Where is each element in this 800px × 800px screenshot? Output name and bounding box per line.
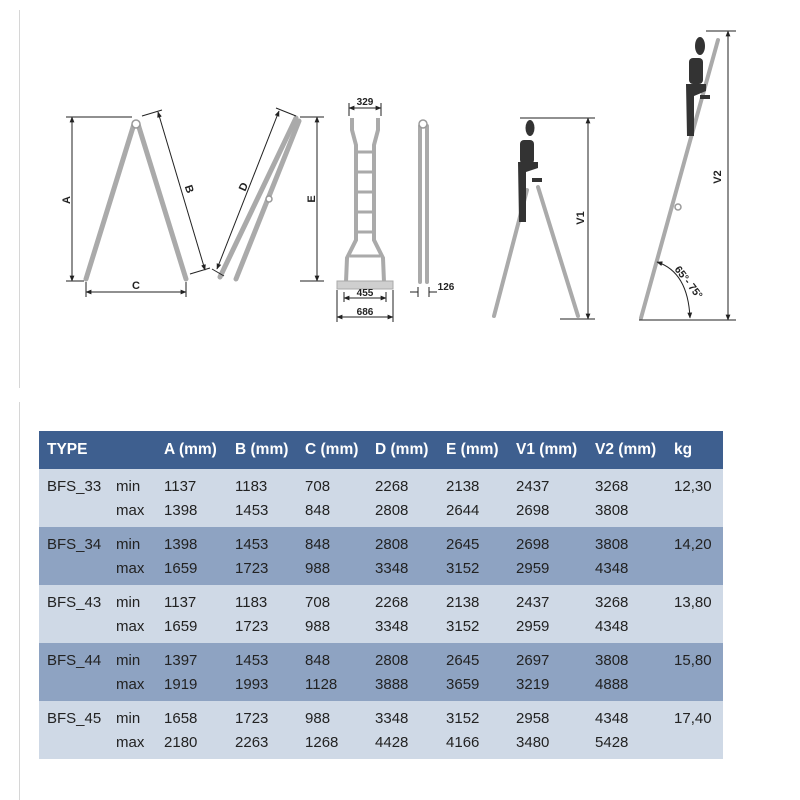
cell-v2-max: 4888 <box>595 676 629 693</box>
cell-c-max: 988 <box>305 560 331 577</box>
cell-b-max: 1453 <box>235 502 269 519</box>
person-icon <box>518 120 542 222</box>
cell-kg <box>666 701 723 759</box>
cell-a-min: 1658 <box>164 710 198 727</box>
label-v2: V2 <box>712 170 724 184</box>
cell-d <box>367 643 438 701</box>
cell-d-min: 2808 <box>375 652 409 669</box>
cell-type-value: BFS_33 <box>47 478 102 495</box>
cell-range-label-min: min <box>116 478 141 495</box>
label-a: A <box>61 196 73 204</box>
cell-v2 <box>587 643 666 701</box>
table-row <box>39 527 723 585</box>
figure-front-view <box>337 97 393 322</box>
cell-b <box>227 701 297 759</box>
cell-v1 <box>508 585 587 643</box>
cell-c-min: 708 <box>305 478 331 495</box>
cell-d-min: 2268 <box>375 478 409 495</box>
cell-e-max: 3152 <box>446 618 480 635</box>
cell-v2-min: 4348 <box>595 710 629 727</box>
cell-c-max: 1128 <box>305 676 338 693</box>
label-c: C <box>132 280 140 292</box>
cell-e <box>438 527 508 585</box>
table-row <box>39 701 723 759</box>
cell-e-max: 3152 <box>446 560 480 577</box>
header-a: A (mm) <box>156 431 227 469</box>
cell-range-label <box>108 469 156 527</box>
cell-range-label-min: min <box>116 594 141 611</box>
cell-e-min: 2138 <box>446 594 480 611</box>
header-c: C (mm) <box>297 431 367 469</box>
cell-d-max: 3888 <box>375 676 409 693</box>
cell-range-label <box>108 643 156 701</box>
cell-e-max: 4166 <box>446 734 480 751</box>
cell-v2-min: 3808 <box>595 652 629 669</box>
cell-v2-max: 3808 <box>595 502 629 519</box>
cell-b <box>227 527 297 585</box>
cell-a <box>156 585 227 643</box>
cell-type <box>39 585 108 643</box>
label-depth: 126 <box>437 282 455 293</box>
cell-v1-min: 2437 <box>516 594 550 611</box>
cell-b <box>227 469 297 527</box>
table-row <box>39 585 723 643</box>
cell-e <box>438 585 508 643</box>
cell-type-value: BFS_45 <box>47 710 102 727</box>
cell-kg-value: 17,40 <box>674 710 712 727</box>
cell-c <box>297 701 367 759</box>
cell-d-max: 3348 <box>375 560 409 577</box>
cell-a-max: 1919 <box>164 676 198 693</box>
cell-a-min: 1397 <box>164 652 198 669</box>
cell-v2-max: 5428 <box>595 734 629 751</box>
cell-b-min: 1183 <box>235 594 268 611</box>
label-width-base: 686 <box>356 307 374 318</box>
cell-kg <box>666 469 723 527</box>
cell-kg-value: 15,80 <box>674 652 712 669</box>
header-kg: kg <box>666 431 723 469</box>
cell-b-max: 1993 <box>235 676 269 693</box>
cell-e <box>438 469 508 527</box>
cell-b-min: 1183 <box>235 478 268 495</box>
label-angle: 65°- 75° <box>671 263 705 302</box>
cell-v1-max: 2959 <box>516 618 550 635</box>
cell-v2-max: 4348 <box>595 618 629 635</box>
cell-v1-max: 3480 <box>516 734 550 751</box>
cell-d-min: 2268 <box>375 594 409 611</box>
cell-a <box>156 527 227 585</box>
cell-v2 <box>587 469 666 527</box>
cell-c-max: 848 <box>305 502 331 519</box>
cell-c-max: 1268 <box>305 734 339 751</box>
figure-a-frame-ladder <box>61 110 210 297</box>
figure-v2-leaning <box>639 31 736 320</box>
cell-b-min: 1723 <box>235 710 269 727</box>
label-width-top: 329 <box>356 97 374 108</box>
cell-b-max: 2263 <box>235 734 269 751</box>
cell-d-max: 3348 <box>375 618 409 635</box>
table-header-row <box>39 431 723 469</box>
cell-v2-min: 3268 <box>595 594 629 611</box>
cell-c-min: 988 <box>305 710 331 727</box>
cell-b-min: 1453 <box>235 536 269 553</box>
cell-range-label-min: min <box>116 710 141 727</box>
cell-v2-min: 3268 <box>595 478 629 495</box>
cell-c <box>297 585 367 643</box>
cell-type-value: BFS_43 <box>47 594 102 611</box>
header-d: D (mm) <box>367 431 438 469</box>
cell-range-label-max: max <box>116 734 145 751</box>
cell-v2 <box>587 527 666 585</box>
label-d: D <box>236 180 252 194</box>
cell-b-min: 1453 <box>235 652 269 669</box>
cell-v2 <box>587 585 666 643</box>
cell-a-max: 1659 <box>164 618 198 635</box>
cell-d-max: 2808 <box>375 502 409 519</box>
table-row <box>39 469 723 527</box>
table-row <box>39 643 723 701</box>
cell-a <box>156 643 227 701</box>
cell-a <box>156 701 227 759</box>
cell-e-min: 2645 <box>446 536 480 553</box>
cell-c <box>297 643 367 701</box>
cell-c <box>297 527 367 585</box>
cell-type <box>39 643 108 701</box>
cell-b <box>227 585 297 643</box>
cell-range-label <box>108 701 156 759</box>
cell-a <box>156 469 227 527</box>
cell-e-max: 2644 <box>446 502 480 519</box>
cell-a-min: 1137 <box>164 594 197 611</box>
cell-v1 <box>508 527 587 585</box>
cell-e <box>438 701 508 759</box>
cell-v1 <box>508 643 587 701</box>
cell-type <box>39 469 108 527</box>
cell-v2-max: 4348 <box>595 560 629 577</box>
cell-e-max: 3659 <box>446 676 480 693</box>
cell-v1-min: 2698 <box>516 536 550 553</box>
cell-b <box>227 643 297 701</box>
cell-range-label <box>108 585 156 643</box>
label-width-inner: 455 <box>356 288 374 299</box>
cell-a-min: 1398 <box>164 536 198 553</box>
cell-v1 <box>508 469 587 527</box>
cell-c <box>297 469 367 527</box>
figure-v1-standing <box>494 118 595 319</box>
cell-e <box>438 643 508 701</box>
cell-v1-max: 2959 <box>516 560 550 577</box>
cell-a-max: 1398 <box>164 502 198 519</box>
header-b: B (mm) <box>227 431 297 469</box>
cell-v1-min: 2697 <box>516 652 550 669</box>
header-v2: V2 (mm) <box>587 431 666 469</box>
cell-range-label <box>108 527 156 585</box>
cell-d <box>367 585 438 643</box>
left-divider-bottom <box>19 402 20 800</box>
cell-d <box>367 469 438 527</box>
label-e: E <box>306 195 318 203</box>
cell-a-min: 1137 <box>164 478 197 495</box>
cell-d <box>367 701 438 759</box>
cell-type <box>39 701 108 759</box>
cell-type-value: BFS_34 <box>47 536 102 553</box>
cell-v2 <box>587 701 666 759</box>
cell-e-min: 3152 <box>446 710 480 727</box>
figure-folded-side <box>212 108 324 281</box>
figure-folded-depth <box>410 120 455 297</box>
cell-v2-min: 3808 <box>595 536 629 553</box>
cell-range-label-max: max <box>116 502 145 519</box>
cell-c-min: 708 <box>305 594 331 611</box>
cell-v1-max: 3219 <box>516 676 550 693</box>
label-v1: V1 <box>575 211 587 225</box>
cell-kg <box>666 585 723 643</box>
cell-type <box>39 527 108 585</box>
cell-kg <box>666 643 723 701</box>
cell-b-max: 1723 <box>235 560 269 577</box>
cell-a-max: 1659 <box>164 560 198 577</box>
cell-type-value: BFS_44 <box>47 652 102 669</box>
cell-e-min: 2138 <box>446 478 480 495</box>
cell-kg <box>666 527 723 585</box>
cell-d <box>367 527 438 585</box>
cell-e-min: 2645 <box>446 652 480 669</box>
label-b: B <box>181 183 196 195</box>
cell-c-max: 988 <box>305 618 331 635</box>
cell-kg-value: 13,80 <box>674 594 712 611</box>
cell-range-label-max: max <box>116 618 145 635</box>
cell-b-max: 1723 <box>235 618 269 635</box>
header-v1: V1 (mm) <box>508 431 587 469</box>
cell-c-min: 848 <box>305 536 331 553</box>
cell-c-min: 848 <box>305 652 331 669</box>
cell-range-label-max: max <box>116 676 145 693</box>
header-e: E (mm) <box>438 431 508 469</box>
cell-range-label-min: min <box>116 536 141 553</box>
cell-v1-max: 2698 <box>516 502 550 519</box>
cell-d-min: 3348 <box>375 710 409 727</box>
cell-kg-value: 14,20 <box>674 536 712 553</box>
cell-a-max: 2180 <box>164 734 198 751</box>
header-type: TYPE <box>39 431 156 469</box>
cell-v1-min: 2958 <box>516 710 550 727</box>
spec-table <box>39 431 723 759</box>
cell-range-label-min: min <box>116 652 141 669</box>
cell-v1 <box>508 701 587 759</box>
cell-range-label-max: max <box>116 560 145 577</box>
cell-v1-min: 2437 <box>516 478 550 495</box>
cell-d-max: 4428 <box>375 734 409 751</box>
cell-d-min: 2808 <box>375 536 409 553</box>
cell-kg-value: 12,30 <box>674 478 712 495</box>
